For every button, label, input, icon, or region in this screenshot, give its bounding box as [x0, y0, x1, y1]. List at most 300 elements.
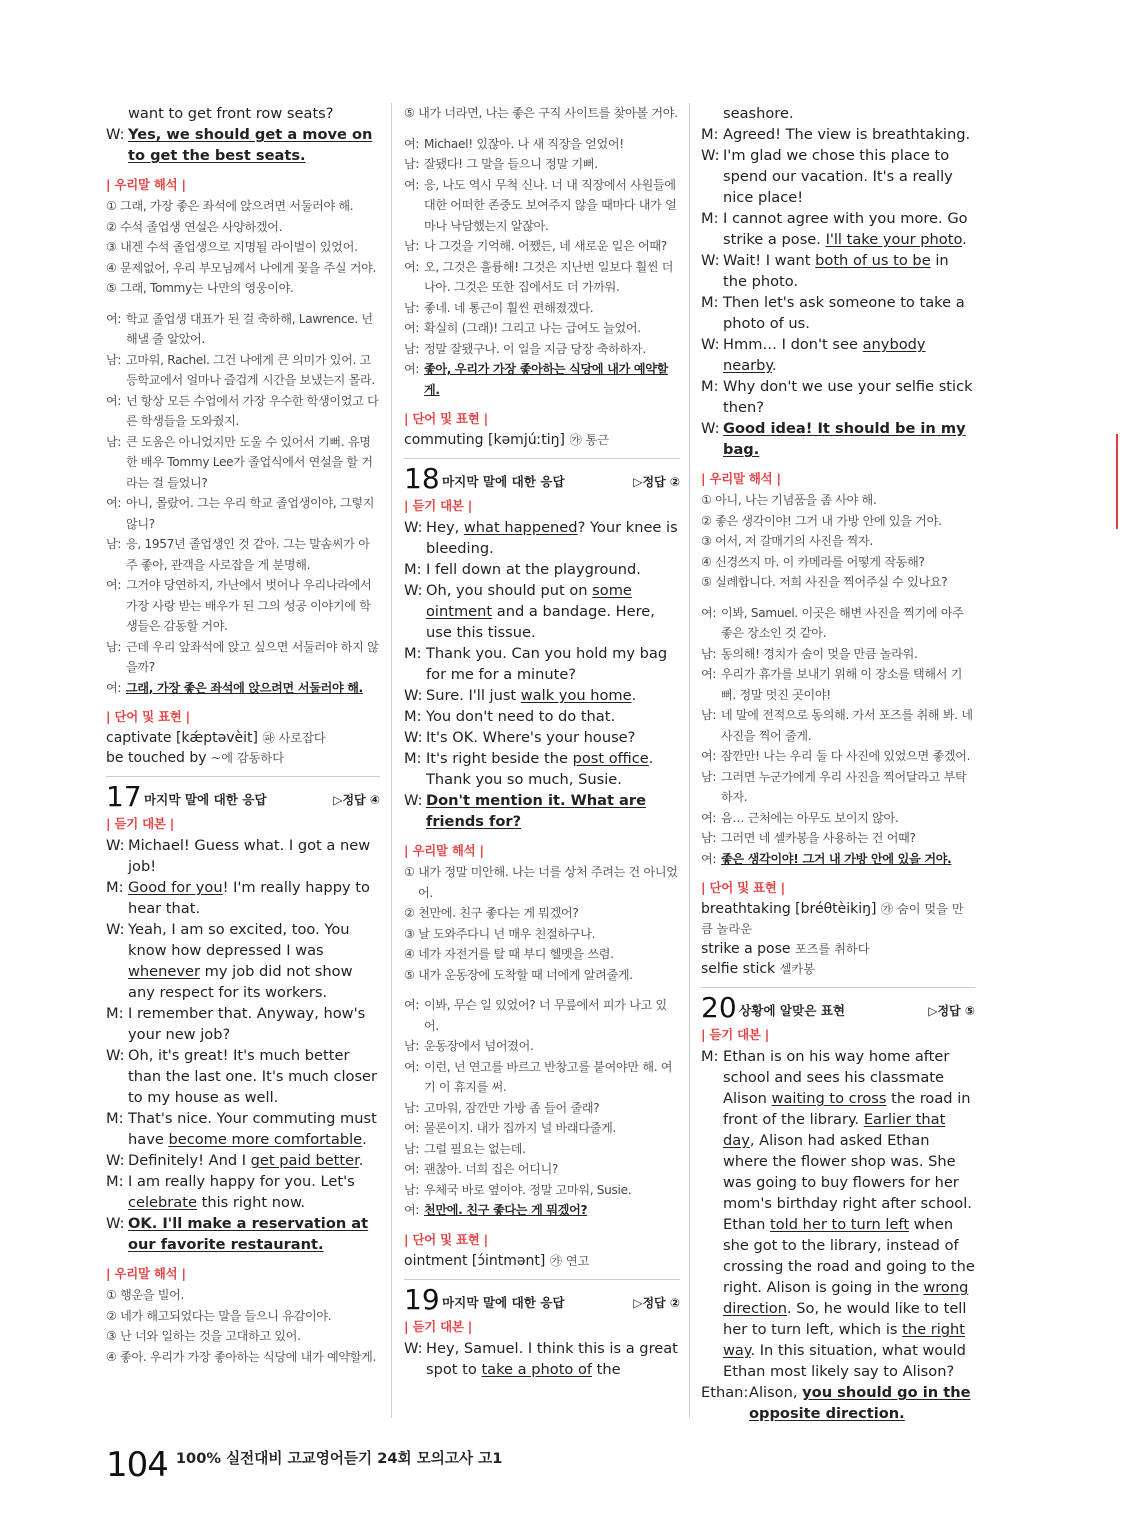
question-number: 19 — [404, 1282, 440, 1316]
speaker-label: 남: — [404, 239, 420, 253]
speaker-label: 남: — [106, 639, 122, 654]
speaker-label: 남: — [701, 646, 717, 661]
text-segment: when she got to the library, instead of crossing the road and going to the right. Alison is going in the — [723, 1216, 975, 1296]
underlined-phrase: OK. I'll make a reservation at our favorite restaurant. — [128, 1215, 369, 1253]
line-text — [128, 1213, 380, 1255]
translation-line — [701, 828, 975, 849]
answer-label: ▷정답 ② — [633, 475, 680, 489]
answer-option: ② 네가 해고되었다는 말을 들으니 유감이야. — [106, 1308, 332, 1323]
dialogue-line — [106, 1171, 380, 1213]
speaker-label: W: — [106, 837, 125, 854]
column-1 — [106, 103, 380, 1367]
column-divider-right — [689, 103, 690, 1418]
speaker-label: 남: — [404, 157, 420, 171]
speaker-label: 여: — [106, 680, 122, 695]
translation-line — [701, 746, 975, 767]
text-segment: Hmm… I don't see — [723, 336, 863, 353]
translation-line — [404, 359, 680, 400]
translation-line — [404, 1118, 680, 1139]
line-text: 그러면 네 셀카봉을 사용하는 건 어때? — [721, 831, 916, 845]
vocab-meaning: ㉮ 통근 — [569, 433, 610, 447]
underlined-phrase: Yes, we should get a move on to get the best seats. — [128, 126, 373, 164]
line-text — [723, 208, 975, 250]
dialogue-line — [106, 1150, 380, 1171]
dialogue — [404, 1338, 680, 1380]
text-segment: You don't need to do that. — [426, 708, 616, 725]
korean-translation — [106, 309, 380, 699]
text-segment: Ethan is on his way home after school and sees his classmate Alison — [723, 1048, 950, 1107]
text-segment: . — [362, 1131, 367, 1148]
translation-line — [404, 236, 680, 257]
question-number: 18 — [404, 462, 440, 495]
text-segment: Alison, — [749, 1384, 803, 1401]
line-text: 이봐, 무슨 일 있었어? 너 무릎에서 피가 나고 있어. — [424, 998, 667, 1033]
text-segment: It's OK. Where's your house? — [426, 729, 636, 746]
text-segment: Agreed! The view is breathtaking. — [723, 126, 971, 143]
line-text — [426, 517, 680, 559]
underlined-phrase: waiting to cross — [771, 1090, 887, 1107]
question-title: 마지막 말에 대한 응답 — [144, 792, 267, 807]
text-segment: That's nice. Your commuting must have — [128, 1110, 377, 1148]
underlined-phrase: become more comfortable — [168, 1131, 363, 1148]
translation-line — [404, 1180, 680, 1201]
question-header-19 — [404, 1282, 680, 1316]
dialogue-line — [404, 685, 680, 706]
line-text — [128, 919, 380, 1003]
vocab-list — [106, 728, 380, 768]
text-segment: seashore. — [723, 105, 794, 122]
speaker-label: W: — [106, 1152, 125, 1169]
answer-option: ① 아니, 나는 기념품을 좀 사야 해. — [701, 493, 877, 507]
dialogue-line — [404, 559, 680, 580]
column-divider-left — [391, 103, 392, 1418]
dialogue-line — [701, 103, 975, 124]
underlined-phrase: I'll take your photo — [825, 231, 963, 248]
speaker-label: W: — [701, 336, 720, 353]
speaker-label: 여: — [106, 578, 122, 592]
dialogue-line — [106, 1045, 380, 1108]
line-text: 확실히 (그래)! 그리고 나는 급여도 늘었어. — [424, 321, 641, 335]
translation-line — [106, 350, 380, 391]
line-text: 그럴 필요는 없는데. — [424, 1141, 526, 1156]
answer-sentence: 그래, 가장 좋은 좌석에 앉으려면 서둘러야 해. — [126, 680, 363, 695]
line-text: 아니, 몰랐어. 그는 우리 학교 졸업생이야, 그렇지 않니? — [126, 496, 375, 531]
dialogue-line — [106, 124, 380, 166]
column-3 — [701, 103, 975, 1424]
text-segment: . — [358, 1152, 364, 1169]
line-text — [128, 877, 380, 919]
vocab-item — [701, 939, 975, 959]
underlined-phrase: Earlier that day — [723, 1111, 946, 1149]
question-title: 마지막 말에 대한 응답 — [442, 474, 565, 489]
text-segment: Definitely! And I — [128, 1152, 251, 1169]
options-list — [404, 862, 680, 985]
vocab-word: strike a pose — [701, 941, 791, 957]
text-segment: in the photo. — [723, 252, 949, 290]
speaker-label: M: — [106, 1110, 124, 1127]
speaker-label: 여: — [404, 1203, 420, 1217]
speaker-label: W: — [106, 126, 125, 143]
speaker-label: 남: — [404, 300, 420, 315]
speaker-label: 여: — [701, 667, 717, 681]
vocab-tag: | 단어 및 표현 | — [701, 880, 785, 895]
translation-line — [404, 134, 680, 155]
text-segment: . — [962, 231, 967, 248]
line-text: 근데 우리 앞좌석에 앉고 싶으면 서둘러야 하지 않을까? — [126, 639, 379, 674]
translation-line — [404, 1057, 680, 1098]
answer-option: ⑤ 그래, Tommy는 나만의 영웅이야. — [106, 281, 294, 295]
speaker-label: W: — [404, 519, 423, 536]
line-text: 넌 항상 모든 수업에서 가장 우수한 학생이었고 다른 학생들을 도와줬지. — [126, 393, 379, 428]
dialogue-line — [404, 1338, 680, 1380]
speaker-label: 여: — [701, 749, 717, 763]
text-segment: and a bandage. Here, use this tissue. — [426, 603, 655, 641]
speaker-label: 여: — [404, 321, 420, 335]
question-number: 20 — [701, 991, 737, 1024]
answer-sentence: 좋아, 우리가 가장 좋아하는 식당에 내가 예약할게. — [424, 362, 669, 397]
translation-line — [701, 808, 975, 829]
line-text: 그거야 당연하지, 가난에서 벗어나 우리나라에서 가장 사랑 받는 배우가 된 그의 성공 이야기에 학생들은 감동할 거야. — [126, 578, 372, 633]
text-segment: I'm glad we chose this place to spend our vacation. It's a really nice place! — [723, 147, 953, 206]
underlined-phrase: what happened — [463, 519, 578, 536]
translation-line — [404, 257, 680, 298]
script-tag: | 듣기 대본 | — [701, 1027, 770, 1042]
underlined-phrase: Good idea! It should be in my bag. — [723, 420, 966, 458]
text-segment: Oh, you should put on — [426, 582, 593, 599]
line-text — [723, 145, 975, 208]
vocab-item — [404, 1251, 680, 1271]
text-segment: ? Your knee is bleeding. — [426, 519, 678, 557]
vocab-meaning: ㉮ 연고 — [549, 1253, 590, 1268]
text-segment: Sure. I'll just — [426, 687, 521, 704]
line-text — [128, 103, 380, 124]
answer-option: ⑤ 실례합니다. 저희 사진을 찍어주실 수 있나요? — [701, 575, 948, 589]
dialogue — [701, 103, 975, 460]
vocab-item — [106, 748, 380, 768]
answer-option: ④ 네가 자전거를 탈 때 부디 헬멧을 쓰렴. — [404, 947, 614, 961]
translation-line — [106, 575, 380, 637]
line-text: 잘됐다! 그 말을 들으니 정말 기뻐. — [424, 157, 598, 171]
vocab-item — [701, 899, 975, 939]
dialogue-line — [106, 835, 380, 877]
translation-line — [106, 309, 380, 350]
speaker-label: W: — [701, 147, 720, 164]
speaker-label: 남: — [701, 831, 717, 845]
line-text — [426, 643, 680, 685]
vocab-item — [701, 959, 975, 979]
translation-line — [404, 318, 680, 339]
translation-line — [404, 154, 680, 175]
dialogue-line — [701, 334, 975, 376]
translation-line — [404, 1098, 680, 1119]
underlined-phrase: walk you home — [520, 687, 632, 704]
answer-option: ⑤ 내가 너라면, 나는 좋은 구직 사이트를 찾아볼 거야. — [404, 106, 678, 120]
answer-option: ⑤ 내가 운동장에 도착할 때 너에게 알려줄게. — [404, 967, 633, 982]
underlined-phrase: wrong direction — [723, 1279, 969, 1317]
line-text — [128, 1171, 380, 1213]
dialogue-line — [106, 877, 380, 919]
translation-line — [106, 637, 380, 678]
speaker-label: 남: — [404, 1141, 420, 1156]
speaker-label: 여: — [404, 136, 420, 151]
answer-option: ① 그래, 가장 좋은 좌석에 앉으려면 서둘러야 해. — [106, 199, 354, 213]
question-title: 상황에 알맞은 표현 — [739, 1003, 846, 1018]
vocab-item — [106, 728, 380, 748]
page-footer — [106, 1445, 503, 1485]
dialogue-line — [701, 1382, 975, 1424]
line-text: Michael! 있잖아. 나 새 직장을 얻었어! — [424, 136, 624, 151]
answer-label: ▷정답 ⑤ — [928, 1004, 975, 1018]
translation-line — [701, 644, 975, 665]
line-text: 네 말에 전적으로 동의해. 가서 포즈를 취해 봐. 네 사진을 찍어 줄게. — [721, 708, 973, 743]
column-2 — [404, 103, 680, 1380]
line-text: 그러면 누군가에게 우리 사진을 찍어달라고 부탁하자. — [721, 769, 967, 804]
vocab-word: be touched by — [106, 750, 207, 766]
underlined-phrase: you should go in the opposite direction. — [749, 1384, 971, 1422]
speaker-label: M: — [701, 210, 719, 227]
line-text: 우체국 바로 옆이야. 정말 고마워, Susie. — [424, 1182, 632, 1197]
underlined-phrase: Don't mention it. What are friends for? — [426, 792, 646, 830]
korean-translation — [404, 134, 680, 401]
answer-option: ④ 좋아. 우리가 가장 좋아하는 식당에 내가 예약할게. — [106, 1349, 377, 1364]
translation-tag: | 우리말 해석 | — [106, 1266, 186, 1281]
dialogue — [106, 103, 380, 166]
translation-line — [106, 534, 380, 575]
speaker-label: M: — [404, 645, 422, 662]
speaker-label: M: — [106, 1173, 124, 1190]
text-segment: my job did not show any respect for its workers. — [128, 963, 353, 1001]
vocab-tag: | 단어 및 표현 | — [404, 1231, 488, 1247]
answer-option: ② 천만에. 친구 좋다는 게 뭐겠어? — [404, 906, 579, 920]
line-text — [426, 706, 680, 727]
line-text: 오, 그것은 훌륭해! 그것은 지난번 일보다 훨씬 더 나아. 그것은 또한 집에서도 더 가까워. — [424, 259, 674, 294]
speaker-label: 여: — [404, 1162, 420, 1176]
dialogue-line — [701, 124, 975, 145]
line-text: 응, 1957년 졸업생인 것 같아. 그는 말솜씨가 아주 좋아, 관객을 사로잡을 게 분명해. — [126, 537, 370, 572]
dialogue-line — [404, 727, 680, 748]
answer-option: ③ 난 너와 일하는 것을 고대하고 있어. — [106, 1329, 301, 1343]
answer-option: ③ 날 도와주다니 넌 매우 친절하구나. — [404, 926, 596, 941]
speaker-label: 남: — [106, 352, 122, 367]
speaker-label: 여: — [404, 177, 420, 192]
speaker-label: M: — [106, 1005, 124, 1022]
dialogue-line — [106, 1108, 380, 1150]
page-edge-marker — [1116, 434, 1118, 529]
dialogue-line — [404, 748, 680, 790]
text-segment: , Alison had asked Ethan where the flower shop was. She was going to buy flowers for her mom's birthday right after school. Ethan — [723, 1132, 972, 1233]
line-text — [749, 1382, 975, 1424]
line-text — [128, 1003, 380, 1045]
dialogue-line — [701, 1046, 975, 1382]
text-segment: . So, he would like to tell her to turn left, which is — [723, 1300, 967, 1338]
dialogue-line — [404, 790, 680, 832]
speaker-label: W: — [404, 582, 423, 599]
book-title: 100% 실전대비 고교영어듣기 24회 모의고사 고1 — [175, 1450, 503, 1467]
speaker-label: 남: — [106, 537, 122, 551]
answer-label: ▷정답 ④ — [333, 793, 380, 807]
line-text: 우리가 휴가를 보내기 위해 이 장소를 택해서 기뻐. 정말 멋진 곳이야! — [721, 667, 963, 702]
line-text: 잠깐만! 나는 우리 둘 다 사진에 있었으면 좋겠어. — [721, 749, 971, 763]
translation-line — [701, 705, 975, 746]
line-text: 이봐, Samuel. 이곳은 해변 사진을 찍기에 아주 좋은 장소인 것 같아. — [721, 605, 964, 640]
line-text — [426, 790, 680, 832]
vocab-tag: | 단어 및 표현 | — [404, 411, 488, 426]
dialogue-line — [404, 517, 680, 559]
line-text — [128, 1108, 380, 1150]
underlined-phrase: anybody nearby — [723, 336, 926, 374]
underlined-phrase: get paid better — [250, 1152, 359, 1169]
dialogue-line — [701, 145, 975, 208]
answer-option: ① 내가 정말 미안해. 나는 너를 상처 주려는 건 아니었어. — [404, 865, 678, 900]
underlined-phrase: the right way — [723, 1321, 966, 1359]
script-tag: | 듣기 대본 | — [404, 1318, 473, 1334]
text-segment: . — [772, 357, 777, 374]
speaker-label: 여: — [404, 259, 420, 274]
underlined-phrase: some ointment — [426, 582, 632, 620]
speaker-label: M: — [701, 126, 719, 143]
line-text — [723, 103, 975, 124]
underlined-phrase: take a photo of — [481, 1360, 593, 1378]
line-text — [723, 250, 975, 292]
vocab-list — [404, 1251, 680, 1271]
vocab-list — [701, 899, 975, 979]
line-text — [723, 334, 975, 376]
underlined-phrase: celebrate — [128, 1194, 197, 1211]
dialogue-line — [404, 643, 680, 685]
speaker-label: 남: — [701, 708, 717, 722]
page-number: 104 — [106, 1445, 168, 1485]
vocab-meaning: 포즈를 취하다 — [794, 942, 870, 956]
text-segment: Hey, — [426, 519, 464, 536]
line-text: 정말 잘됐구나. 이 일을 지금 당장 축하하자. — [424, 341, 646, 356]
text-segment: Oh, it's great! It's much better than the last one. It's much closer to my house as well. — [128, 1047, 378, 1106]
translation-line — [701, 849, 975, 870]
vocab-word: captivate [kǽptəvèit] — [106, 730, 259, 746]
translation-line — [404, 339, 680, 360]
line-text — [426, 1338, 680, 1380]
speaker-label: 남: — [106, 434, 122, 449]
text-segment: . In this situation, what would Ethan most likely say to Alison? — [723, 1342, 966, 1380]
narration — [701, 1046, 975, 1382]
vocab-meaning: ~에 감동하다 — [211, 751, 284, 765]
answer-sentence: 천만에. 친구 좋다는 게 뭐겠어? — [424, 1203, 588, 1217]
line-text: 좋네. 네 통근이 훨씬 편해졌겠다. — [424, 300, 594, 315]
speaker-label: M: — [404, 750, 422, 767]
translation-tag: | 우리말 해석 | — [701, 471, 781, 486]
options-list — [106, 196, 380, 299]
speaker-label: W: — [701, 420, 720, 437]
translation-line — [106, 391, 380, 432]
translation-line — [404, 1139, 680, 1160]
dialogue-line — [106, 1003, 380, 1045]
line-text — [426, 580, 680, 643]
answer-option: ④ 신경쓰지 마. 이 카메라를 어떻게 작동해? — [701, 554, 925, 569]
translation-line — [404, 1036, 680, 1057]
text-segment: Why don't we use your selfie stick then? — [723, 378, 973, 416]
line-text: 음… 근처에는 아무도 보이지 않아. — [721, 810, 899, 825]
speaker-label: W: — [106, 1047, 125, 1064]
question-header-20 — [701, 991, 975, 1024]
translation-line — [404, 298, 680, 319]
line-text — [128, 124, 380, 166]
vocab-word: breathtaking [bréθtèikiŋ] — [701, 901, 877, 917]
speaker-label: 여: — [106, 393, 122, 408]
line-text: 동의해! 경치가 숨이 멎을 만큼 놀라워. — [721, 646, 918, 661]
vocab-word: ointment [ɔ́intmənt] — [404, 1252, 546, 1269]
speaker-label: 남: — [404, 341, 420, 356]
line-text — [128, 1150, 380, 1171]
line-text — [426, 748, 680, 790]
speaker-label: 여: — [404, 1121, 420, 1135]
speaker-label — [106, 103, 128, 124]
speaker-label: M: — [404, 708, 422, 725]
text-segment: the road in front of the library. — [723, 1090, 971, 1128]
text-segment: I am really happy for you. Let's — [128, 1173, 355, 1190]
question-header-17 — [106, 780, 380, 813]
line-text — [723, 124, 975, 145]
vocab-word: selfie stick — [701, 961, 776, 977]
underlined-phrase: whenever — [128, 963, 201, 980]
text-segment: . Thank you so much, Susie. — [426, 750, 654, 788]
text-segment: this right now. — [196, 1194, 306, 1211]
speaker-label: 여: — [701, 810, 717, 825]
text-segment: . — [631, 687, 637, 704]
speaker-label — [701, 103, 723, 124]
text-segment: ! I'm really happy to hear that. — [128, 879, 370, 917]
line-text: 물론이지. 내가 집까지 널 바래다줄게. — [424, 1121, 617, 1135]
dialogue — [404, 517, 680, 832]
translation-line — [701, 664, 975, 705]
translation-line — [404, 1159, 680, 1180]
text-segment: I fell down at the playground. — [426, 561, 641, 578]
vocab-list — [404, 430, 680, 450]
speaker-label: 남: — [404, 1100, 420, 1115]
speaker-label: 남: — [701, 769, 717, 784]
speaker-label: W: — [404, 1339, 423, 1357]
text-segment: want to get front row seats? — [128, 105, 334, 122]
translation-line — [106, 678, 380, 699]
translation-tag: | 우리말 해석 | — [106, 177, 186, 192]
options-list — [106, 1285, 380, 1367]
speaker-label: W: — [106, 1215, 125, 1232]
dialogue — [106, 835, 380, 1255]
dialogue-line — [701, 376, 975, 418]
vocab-tag: | 단어 및 표현 | — [106, 709, 190, 724]
dialogue-line — [701, 208, 975, 250]
line-text — [723, 1046, 975, 1382]
line-text: 괜찮아. 너희 집은 어디니? — [424, 1162, 559, 1176]
speaker-label: 여: — [701, 605, 717, 620]
dialogue-line — [106, 103, 380, 124]
script-tag: | 듣기 대본 | — [106, 816, 175, 831]
speaker-label: 여: — [404, 1059, 420, 1074]
question-number: 17 — [106, 780, 142, 813]
speaker-label: W: — [701, 252, 720, 269]
speaker-label: 여: — [404, 998, 420, 1012]
underlined-phrase: post office — [572, 750, 649, 767]
speaker-label: W: — [106, 921, 125, 938]
speaker-label: 남: — [404, 1182, 420, 1197]
vocab-meaning: 셀카봉 — [779, 962, 815, 976]
speaker-label: 여: — [106, 311, 122, 326]
line-text — [723, 418, 975, 460]
vocab-meaning: ㉺ 사로잡다 — [262, 731, 326, 745]
line-text — [723, 376, 975, 418]
underlined-phrase: Good for you — [128, 879, 223, 896]
underlined-phrase: told her to turn left — [770, 1216, 910, 1233]
translation-tag: | 우리말 해석 | — [404, 843, 484, 858]
text-segment: Wait! I want — [723, 252, 816, 269]
